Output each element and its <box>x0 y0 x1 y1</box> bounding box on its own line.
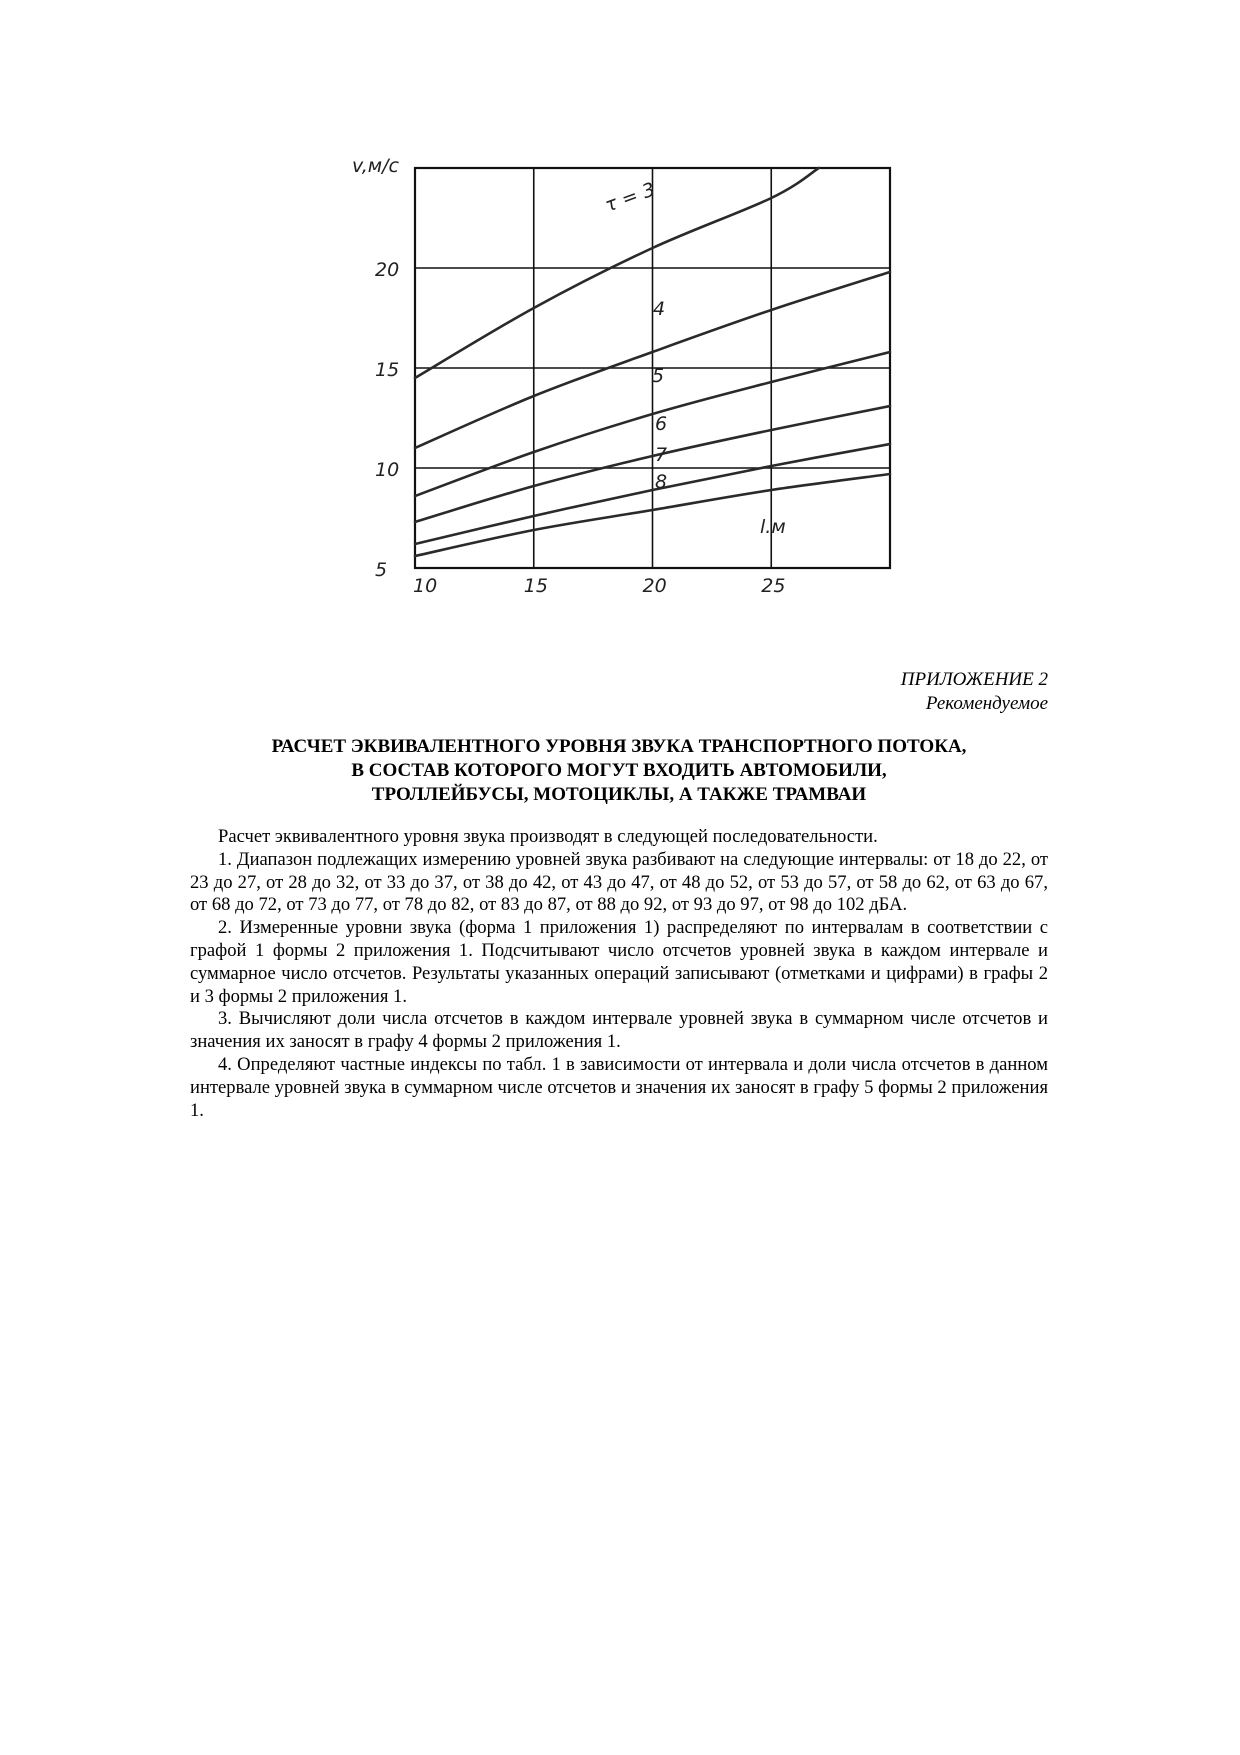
x-tick-label: 25 <box>761 575 786 597</box>
title-line-1: РАСЧЕТ ЭКВИВАЛЕНТНОГО УРОВНЯ ЗВУКА ТРАНСПОРТНОГО ПОТОКА, <box>271 736 967 757</box>
appendix-status: Рекомендуемое <box>925 693 1048 714</box>
x-tick-label: 10 <box>413 575 438 597</box>
intro-paragraph: Расчет эквивалентного уровня звука производят в следующей последовательности. <box>218 826 878 847</box>
curve-label-3: τ = 3 <box>602 178 659 217</box>
title-line-2: В СОСТАВ КОТОРОГО МОГУТ ВХОДИТЬ АВТОМОБИЛИ, <box>351 760 887 781</box>
appendix-heading <box>901 668 1048 716</box>
document-body <box>190 826 1048 1122</box>
y-tick-label: 5 <box>375 559 388 581</box>
title-line-3: ТРОЛЛЕЙБУСЫ, МОТОЦИКЛЫ, А ТАКЖЕ ТРАМВАИ <box>371 784 867 805</box>
y-tick-label: 15 <box>375 359 400 381</box>
x-axis-label: l.м <box>760 516 786 538</box>
x-tick-label: 15 <box>523 575 548 597</box>
chart-svg <box>340 150 920 620</box>
document-title <box>190 735 1048 807</box>
y-tick-label: 20 <box>375 259 400 281</box>
paragraph-3: 3. Вычисляют доли числа отсчетов в каждом интервале уровней звука в суммарном числе отсчетов и значения их заносят в графу 4 формы 2 приложения 1. <box>190 1008 1048 1053</box>
curve-label-4: 4 <box>653 298 666 320</box>
speed-length-chart <box>340 150 920 620</box>
paragraph-2: 2. Измеренные уровни звука (форма 1 приложения 1) распределяют по интервалам в соответствии с графой 1 формы 2 приложения 1. Подсчитывают число отсчетов уровней звука в каждом интервале и суммарное число отсчетов. Результаты указанных операций записывают (отметками и цифрами) в графы 2 и 3 формы 2 приложения 1. <box>190 917 1048 1007</box>
y-tick-label: 10 <box>375 459 400 481</box>
appendix-label: ПРИЛОЖЕНИЕ 2 <box>900 669 1048 690</box>
paragraph-4: 4. Определяют частные индексы по табл. 1 в зависимости от интервала и доли числа отсчетов в данном интервале уровней звука в суммарном числе отсчетов и значения их заносят в графу 5 формы 2 приложения 1. <box>190 1053 1048 1121</box>
curve-label-8: 8 <box>655 471 668 493</box>
paragraph-1: 1. Диапазон подлежащих измерению уровней звука разбивают на следующие интервалы: от 18 до 22, от 23 до 27, от 28 до 32, от 33 до 37, от 38 до 42, от 43 до 47, от 48 до 52, от 53 до 57, от 58 до 62, от 63 до 67, от 68 до 72, от 73 до 77, от 78 до 82, от 83 до 87, от 88 до 92, от 93 до 97, от 98 до 102 дБА. <box>190 848 1048 916</box>
y-axis-label: v,м/с <box>352 155 399 177</box>
curve-label-6: 6 <box>655 413 668 435</box>
x-tick-label: 20 <box>642 575 667 597</box>
curve-label-7: 7 <box>655 444 668 466</box>
curve-label-5: 5 <box>652 365 665 387</box>
